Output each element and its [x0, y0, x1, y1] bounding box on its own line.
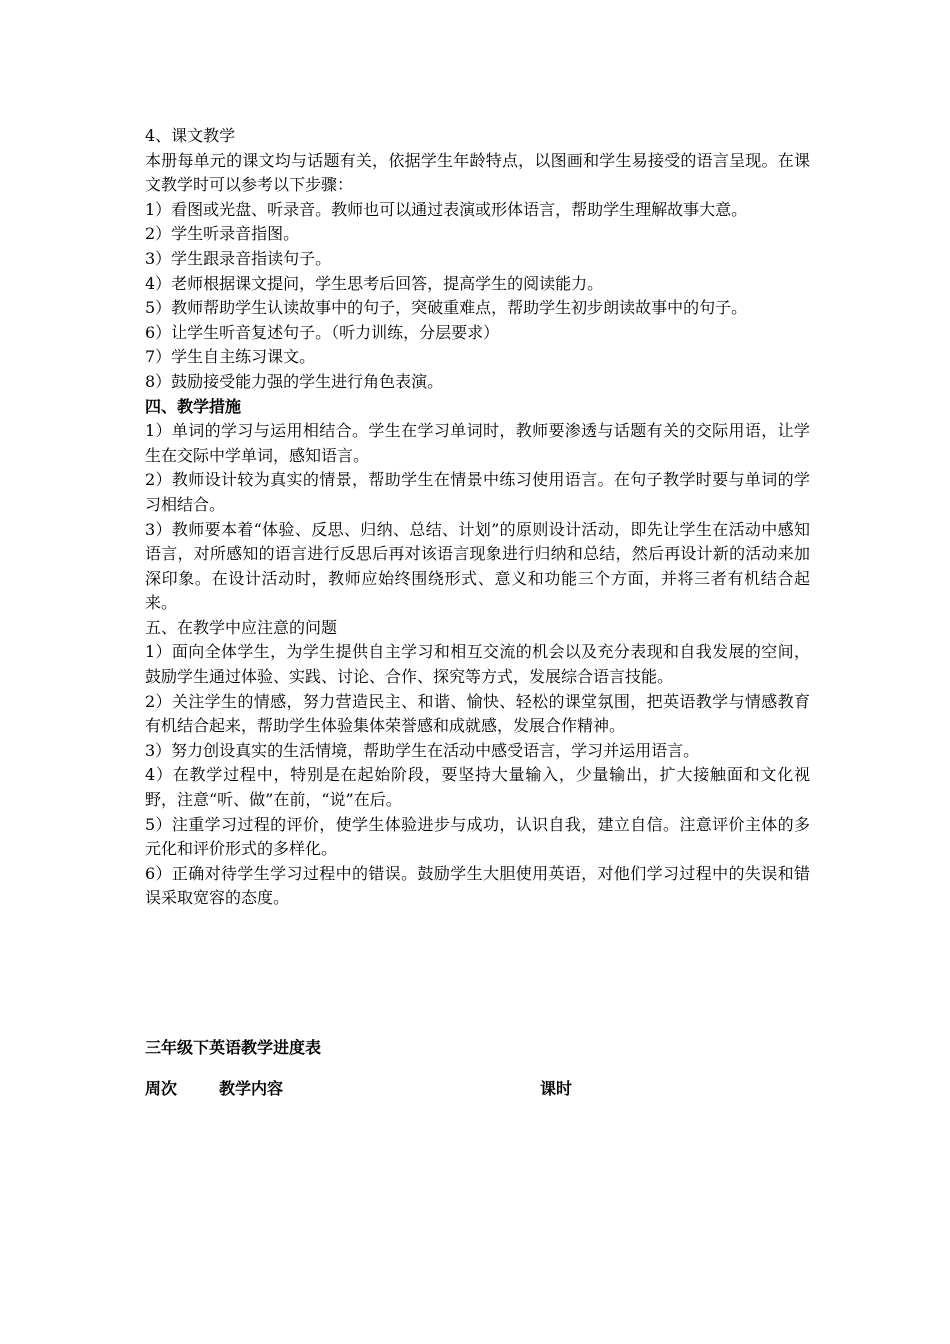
list-item: 4）老师根据课文提问，学生思考后回答，提高学生的阅读能力。: [145, 273, 604, 293]
section-heading: 五、在教学中应注意的问题: [145, 617, 338, 637]
list-item: 8）鼓励接受能力强的学生进行角色表演。: [145, 371, 444, 391]
list-item: 5）教师帮助学生认读故事中的句子，突破重难点，帮助学生初步朗读故事中的句子。: [145, 298, 748, 318]
document-body: [145, 124, 810, 1106]
list-item: 5）注重学习过程的评价，使学生体验进步与成功，认识自我，建立自信。注意评价主体的多元化和评价形式的多样化。: [145, 814, 810, 859]
list-item: 3）教师要本着“体验、反思、归纳、总结、计划”的原则设计活动，即先让学生在活动中感知语言，对所感知的语言进行反思后再对该语言现象进行归纳和总结，然后再设计新的活动来加深印象。在设计活动时，教师应始终围绕形式、意义和功能三个方面，并将三者有机结合起来。: [145, 519, 810, 613]
list-item: 1）单词的学习与运用相结合。学生在学习单词时，教师要渗透与话题有关的交际用语，让学生在交际中学单词，感知语言。: [145, 421, 810, 465]
list-item: 4）在教学过程中，特别是在起始阶段，要坚持大量输入，少量输出，扩大接触面和文化视野，注意“听、做”在前，“说”在后。: [145, 765, 810, 810]
list-item: 3）努力创设真实的生活情境，帮助学生在活动中感受语言，学习并运用语言。: [145, 740, 700, 760]
list-item: 1）看图或光盘、听录音。教师也可以通过表演或形体语言，帮助学生理解故事大意。: [145, 199, 748, 219]
schedule-title: 三年级下英语教学进度表: [145, 1038, 322, 1057]
list-item: 2）关注学生的情感，努力营造民主、和谐、愉快、轻松的课堂氛围，把英语教学与情感教育有机结合起来，帮助学生体验集体荣誉感和成就感，发展合作精神。: [145, 691, 810, 736]
schedule-header-row: [145, 1076, 810, 1106]
column-header-hours: 课时: [540, 1079, 573, 1098]
paragraph: 本册每单元的课文均与话题有关，依据学生年龄特点，以图画和学生易接受的语言呈现。在课文教学时可以参考以下步骤：: [145, 150, 810, 195]
column-header-content: 教学内容: [219, 1079, 284, 1098]
list-item: 7）学生自主练习课文。: [145, 347, 316, 367]
section-heading: 4、课文教学: [145, 126, 236, 145]
column-header-week: 周次: [145, 1079, 178, 1098]
section-heading: 四、教学措施: [145, 396, 242, 416]
list-item: 3）学生跟录音指读句子。: [145, 248, 332, 268]
list-item: 6）正确对待学生学习过程中的错误。鼓励学生大胆使用英语，对他们学习过程中的失误和错误采取宽容的态度。: [145, 863, 810, 908]
list-item: 2）学生听录音指图。: [145, 224, 300, 244]
blank-space: [145, 911, 810, 1036]
list-item: 1）面向全体学生，为学生提供自主学习和相互交流的机会以及充分表现和自我发展的空间，鼓励学生通过体验、实践、讨论、合作、探究等方式，发展综合语言技能。: [145, 642, 810, 687]
list-item: 6）让学生听音复述句子。（听力训练，分层要求）: [145, 322, 500, 342]
list-item: 2）教师设计较为真实的情景，帮助学生在情景中练习使用语言。在句子教学时要与单词的学习相结合。: [145, 470, 810, 514]
